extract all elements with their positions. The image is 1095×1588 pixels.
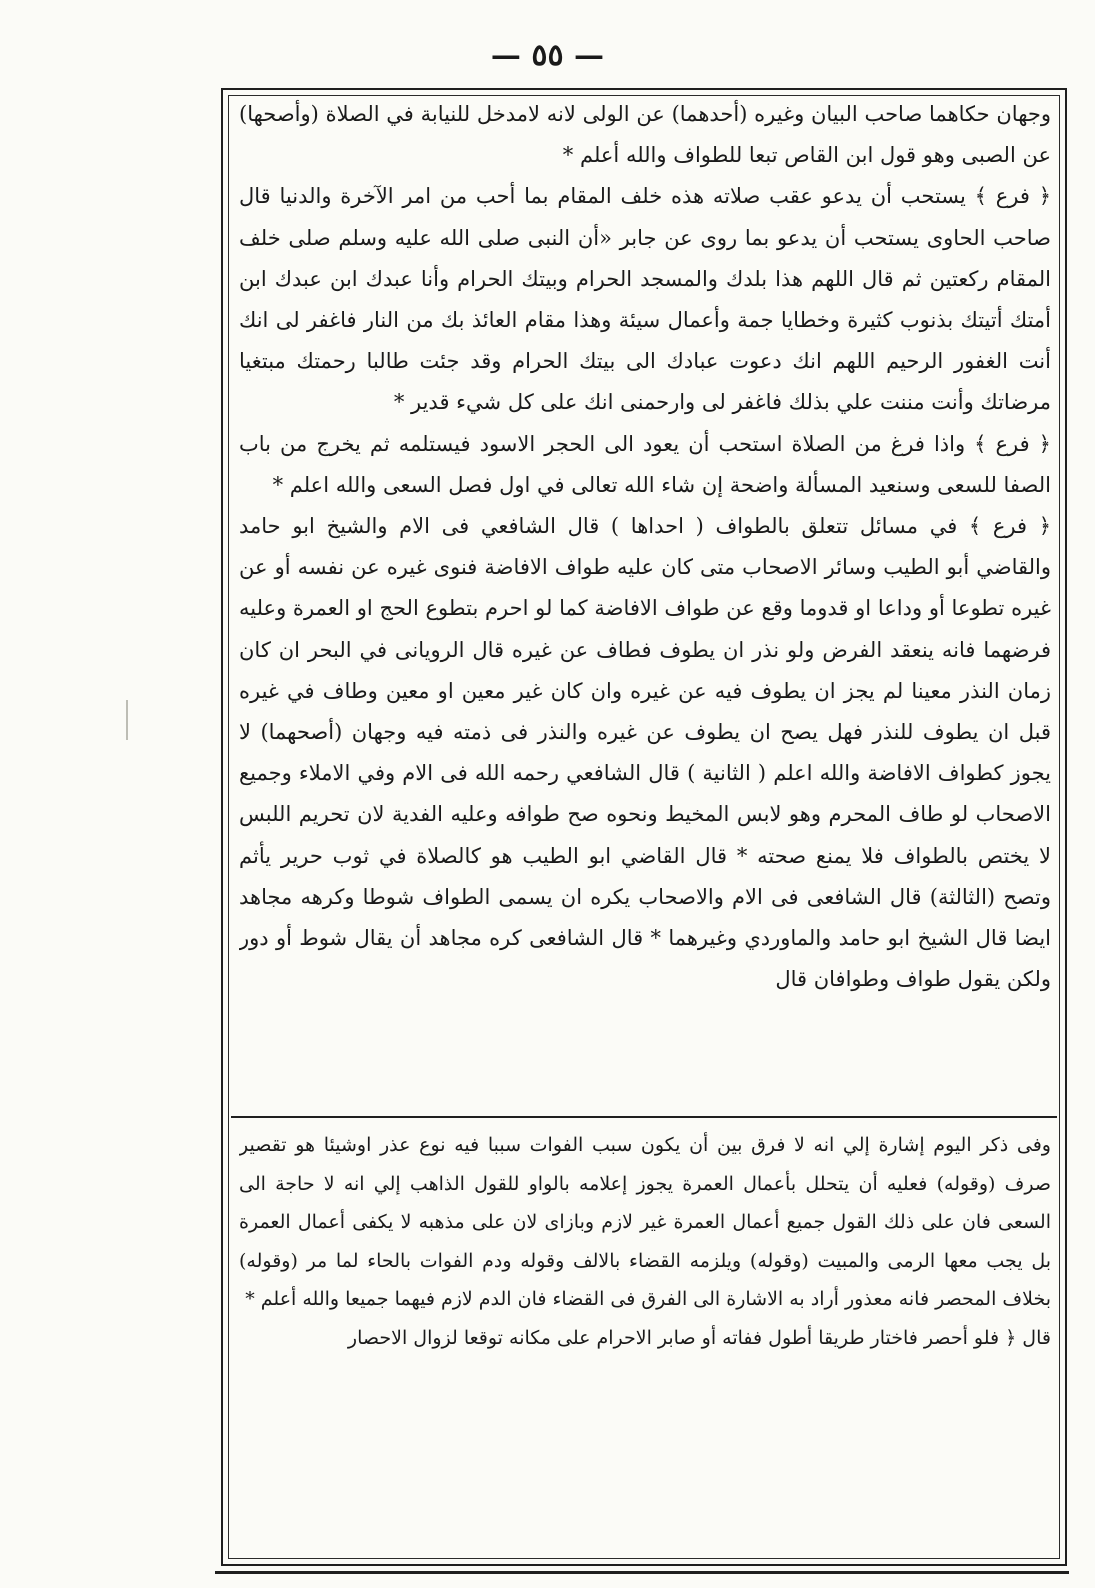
commentary-text xyxy=(239,1126,1051,1508)
page-number: — ٥٥ — xyxy=(490,38,605,73)
commentary-paragraph-2: قال ﴿ فلو أحصر فاختار طريقا أطول ففاته أو صابر الاحرام على مكانه توقعا لزوال الاحصار xyxy=(347,1326,1051,1349)
scan-mark xyxy=(126,700,128,740)
main-paragraph-3: ﴿ فرع ﴾ واذا فرغ من الصلاة استحب أن يعود الى الحجر الاسود فيستلمه ثم يخرج من باب الصفا للسعى وسنعيد المسألة واضحة إن شاء الله تعالى في اول فصل السعى والله اعلم * xyxy=(239,431,1051,497)
main-text xyxy=(239,94,1051,1098)
main-paragraph-2: ﴿ فرع ﴾ يستحب أن يدعو عقب صلاته هذه خلف المقام بما أحب من امر الآخرة والدنيا قال صاحب الحاوى يستحب أن يدعو بما روى عن جابر «أن النبى صلى الله عليه وسلم صلى خلف المقام ركعتين ثم قال اللهم هذا بلدك والمسجد الحرام وبيتك الحرام وأنا عبدك ابن عبدك ابن أمتك أتيتك بذنوب كثيرة وخطايا جمة وأعمال سيئة وهذا مقام العائذ بك من النار فاغفر لى انك أنت الغفور الرحيم اللهم انك دعوت عبادك الى بيتك الحرام وقد جئت طالبا رحمتك مبتغيا مرضاتك وأنت مننت علي بذلك فاغفر لى وارحمنى انك على كل شيء قدير * xyxy=(239,184,1051,415)
main-paragraph-4: ﴿ فرع ﴾ في مسائل تتعلق بالطواف ( احداها ) قال الشافعي فى الام والشيخ ابو حامد والقاضي أبو الطيب وسائر الاصحاب متى كان عليه طواف الافاضة فنوى غيره عن نفسه أو عن غيره تطوعا أو وداعا او قدوما وقع عن طواف الافاضة كما لو احرم بتطوع الحج او العمرة وعليه فرضهما فانه ينعقد الفرض ولو نذر ان يطوف فطاف عن غيره قال الرويانى في البحر ان كان زمان النذر معينا لم يجز ان يطوف فيه عن غيره وان كان غير معين او معين وطاف في غيره قبل ان يطوف للنذر فهل يصح ان يطوف عن غيره والنذر فى ذمته فيه وجهان (أصحهما) لا يجوز كطواف الافاضة والله اعلم ( الثانية ) قال الشافعي رحمه الله فى الام وفي الاملاء وجميع الاصحاب لو طاف المحرم وهو لابس المخيط ونحوه صح طوافه وعليه الفدية لان تحريم اللبس لا يختص بالطواف فلا يمنع صحته * قال القاضي ابو الطيب هو كالصلاة في ثوب حرير يأثم وتصح (الثالثة) قال الشافعى فى الام والاصحاب يكره ان يسمى الطواف شوطا وكرهه مجاهد ايضا قال الشيخ ابو حامد والماوردي وغيرهما * قال الشافعى كره مجاهد أن يقال شوط أو دور ولكن يقول طواف وطوافان قال xyxy=(239,514,1051,992)
main-paragraph-1: وجهان حكاهما صاحب البيان وغيره (أحدهما) عن الولى لانه لامدخل للنيابة في الصلاة (وأصحها) عن الصبى وهو قول ابن القاص تبعا للطواف والله أعلم * xyxy=(239,102,1051,168)
commentary-separator xyxy=(231,1116,1057,1118)
commentary-paragraph-1: وفى ذكر اليوم إشارة إلي انه لا فرق بين أن يكون سبب الفوات سببا فيه نوع عذر اوشيئا هو تقصير صرف (وقوله) فعليه أن يتحلل بأعمال العمرة يجوز إعلامه بالواو للقول الذاهب إلي انه لا حاجة الى السعى فان على ذلك القول جميع أعمال العمرة غير لازم وبازاى لان على مذهبه لا يكفى أعمال العمرة بل يجب معها الرمى والمبيت (وقوله) ويلزمه القضاء بالالف وقوله ودم الفوات بالحاء لما مر (وقوله) بخلاف المحصر فانه معذور أراد به الاشارة الى الفرق فى القضاء فان الدم لازم فيهما جميعا والله أعلم * xyxy=(239,1134,1051,1310)
page-frame xyxy=(221,88,1067,1566)
